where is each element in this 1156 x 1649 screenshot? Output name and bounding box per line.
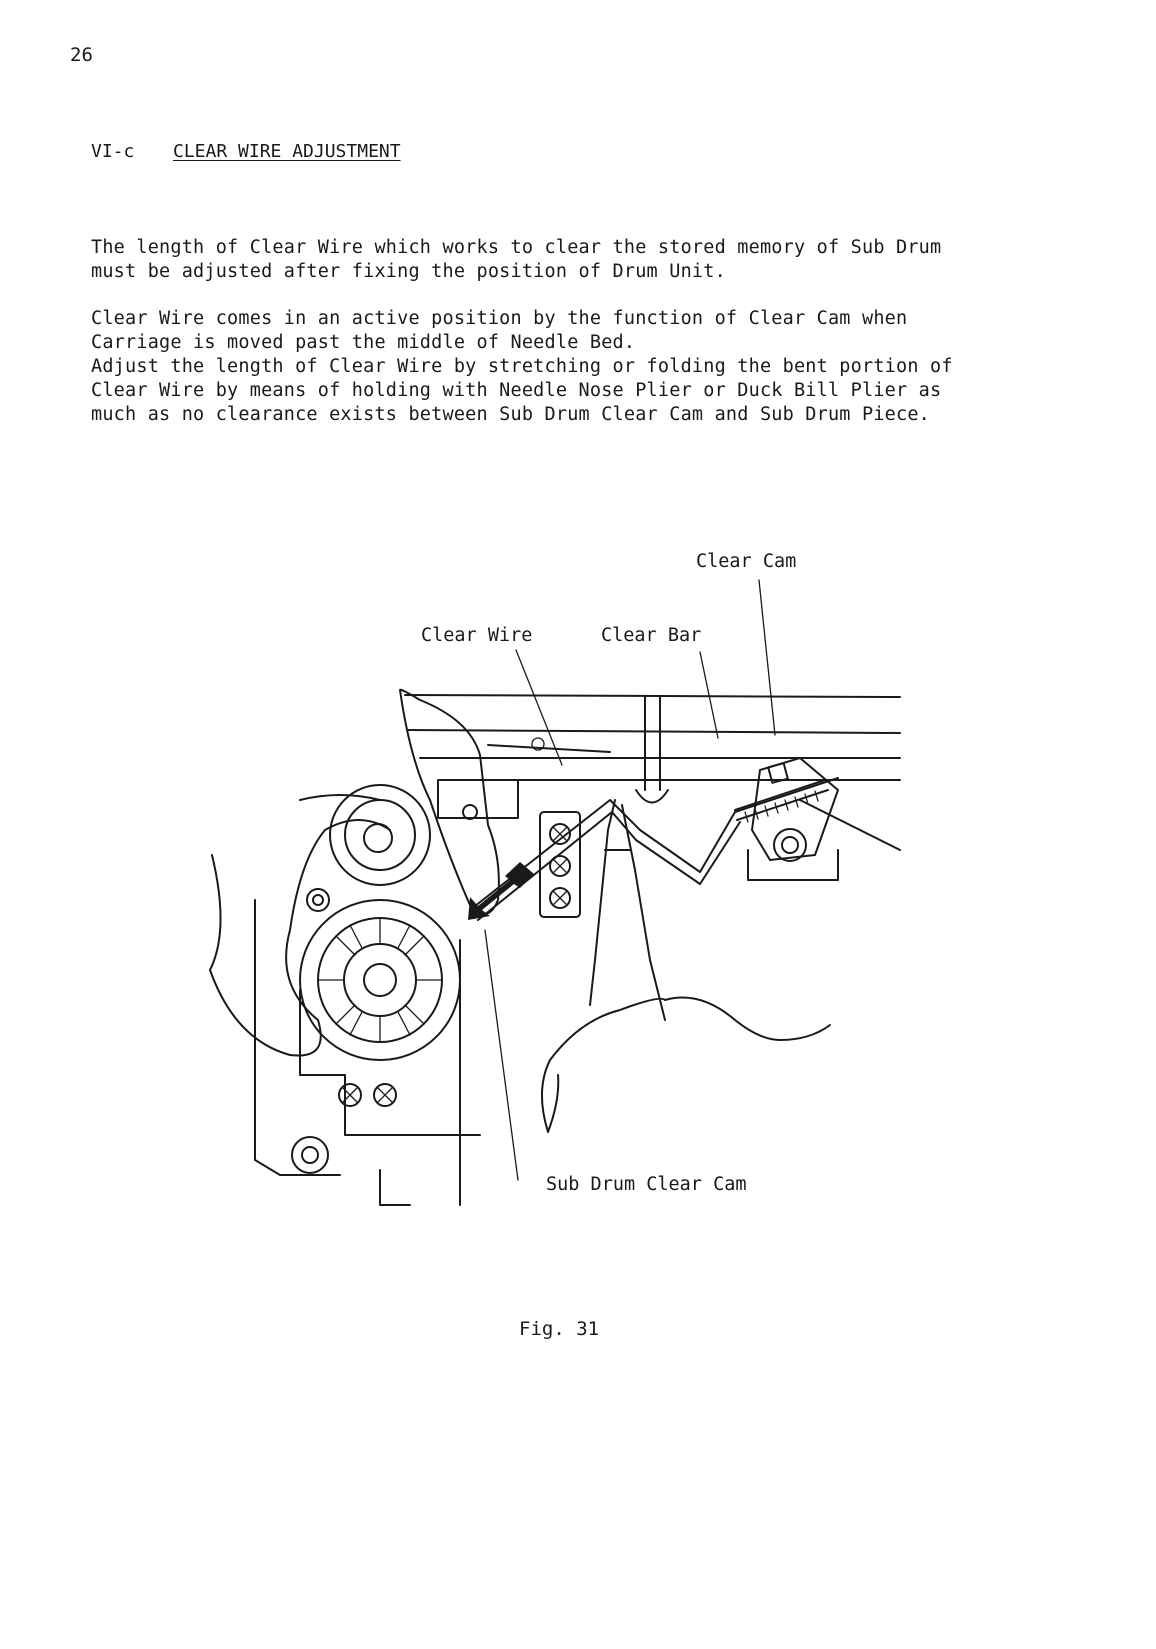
paragraph-line: The length of Clear Wire which works to clear the stored memory of Sub Drum [91, 237, 942, 258]
paragraph-line: must be adjusted after fixing the position of Drum Unit. [91, 261, 726, 282]
plier [590, 800, 665, 1020]
page-number: 26 [70, 44, 93, 66]
clear-bar [532, 697, 668, 803]
sub-drum-clear-cam-label: Sub Drum Clear Cam [546, 1174, 747, 1195]
paragraph-line: Clear Wire comes in an active position by the function of Clear Cam when [91, 308, 908, 329]
clear-wire-label: Clear Wire [421, 625, 533, 646]
section-id: VI-c [91, 141, 135, 162]
sub-drum-clear-cam-leader [485, 930, 518, 1180]
left-hand [210, 690, 499, 1056]
right-hand [542, 998, 830, 1133]
clear-bar-label: Clear Bar [601, 625, 702, 646]
paragraph-line: Adjust the length of Clear Wire by stretching or folding the bent portion of [91, 356, 953, 377]
clear-cam-assembly [735, 758, 838, 880]
paragraph-line: much as no clearance exists between Sub Drum Clear Cam and Sub Drum Piece. [91, 404, 931, 425]
section-title: CLEAR WIRE ADJUSTMENT [173, 141, 401, 162]
clear-cam-leader [759, 580, 775, 735]
clear-bar-leader [700, 652, 718, 738]
paragraph-line: Carriage is moved past the middle of Needle Bed. [91, 332, 636, 353]
screw-plate [438, 780, 580, 917]
figure-caption: Fig. 31 [519, 1318, 600, 1340]
arrow-indicator [468, 862, 534, 920]
clear-cam-label: Clear Cam [696, 551, 797, 572]
paragraph-line: Clear Wire by means of holding with Needle Nose Plier or Duck Bill Plier as [91, 380, 942, 401]
